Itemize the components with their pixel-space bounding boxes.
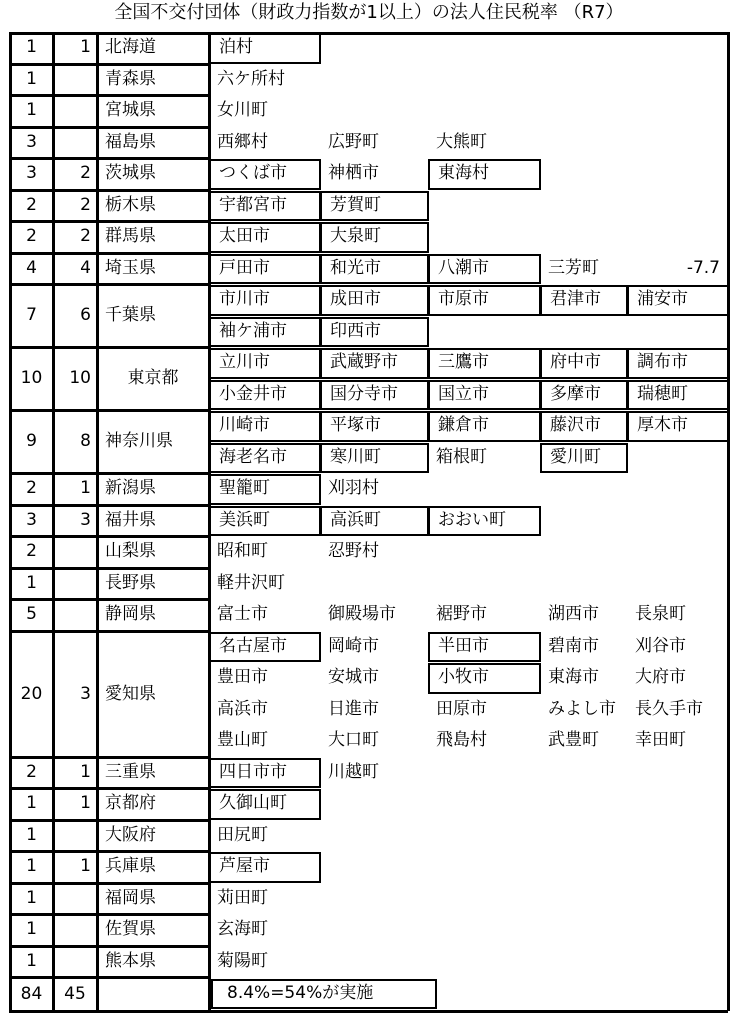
total-count: 20	[20, 683, 43, 704]
prefecture-name: 佐賀県	[105, 919, 156, 939]
municipality-name: 寒川町	[320, 443, 429, 474]
total-count: 10	[20, 368, 43, 388]
prefecture-name: 山梨県	[105, 541, 156, 561]
reduced-count: 2	[80, 226, 91, 246]
municipality-name: 高浜市	[217, 698, 268, 719]
reduced-count	[53, 914, 97, 946]
row-divider	[9, 882, 209, 885]
municipality-name: 武蔵野市	[320, 348, 429, 379]
table-border-right	[727, 32, 730, 1011]
reduced-total: 45	[64, 984, 86, 1004]
municipality-name: 湖西市	[548, 604, 599, 624]
reduced-count	[53, 883, 97, 915]
reduced-count	[53, 568, 97, 600]
municipality-name: 飛島村	[436, 730, 487, 750]
prefecture-name: 静岡県	[105, 604, 156, 624]
municipality-name: 大泉町	[320, 222, 429, 253]
municipality-name: 国立市	[428, 380, 541, 411]
column-divider	[96, 32, 99, 1011]
row-divider	[9, 756, 209, 759]
municipality-name: 大熊町	[436, 131, 487, 152]
prefecture-name: 千葉県	[105, 305, 156, 325]
row-divider	[9, 189, 209, 192]
municipality-name: 平塚市	[320, 411, 429, 442]
reduced-count: 8	[80, 431, 91, 451]
row-divider	[9, 472, 209, 475]
municipality-name: 広野町	[328, 131, 379, 152]
page-title: 全国不交付団体（財政力指数が1以上）の法人住民税率 （R7）	[114, 2, 624, 23]
reduced-count: 4	[80, 257, 91, 278]
row-divider	[9, 850, 209, 853]
municipality-name: 刈羽村	[328, 478, 379, 498]
row-divider	[9, 976, 209, 979]
prefecture-name: 兵庫県	[105, 856, 156, 876]
reduced-count	[53, 946, 97, 978]
prefecture-name: 新潟県	[105, 478, 156, 498]
total-count: 1	[26, 572, 37, 593]
total-count: 3	[26, 131, 37, 152]
municipality-name: 厚木市	[627, 411, 729, 442]
row-divider	[9, 787, 209, 790]
reduced-count: 1	[80, 37, 91, 57]
column-divider	[52, 32, 55, 1011]
row-divider	[9, 535, 209, 538]
prefecture-name: 群馬県	[105, 226, 156, 246]
municipality-name: 久御山町	[209, 789, 321, 820]
municipality-name: 忍野村	[328, 541, 379, 561]
municipality-name: 半田市	[428, 632, 541, 663]
prefecture-name: 福井県	[105, 509, 156, 530]
municipality-name: 大口町	[328, 730, 379, 750]
reduced-count: 10	[69, 368, 91, 388]
reduced-count: 1	[80, 478, 91, 498]
municipality-name: 袖ケ浦市	[209, 317, 321, 348]
municipality-name: 安城市	[328, 667, 379, 687]
municipality-name: 愛川町	[540, 443, 628, 474]
municipality-name: 名古屋市	[209, 632, 321, 663]
municipality-name: 豊山町	[217, 730, 268, 750]
total-count: 2	[26, 226, 37, 246]
table-border-top	[209, 32, 728, 35]
reduced-count: 3	[80, 683, 91, 704]
prefecture-name: 熊本県	[105, 950, 156, 971]
municipality-name: 刈谷市	[635, 635, 686, 656]
prefecture-name: 京都府	[105, 793, 156, 813]
total-count: 1	[26, 887, 37, 908]
total-count: 1	[26, 919, 37, 939]
row-divider	[9, 913, 209, 916]
total-count: 7	[26, 305, 37, 325]
row-divider	[9, 220, 209, 223]
municipality-name: 長泉町	[635, 604, 686, 624]
total-count: 1	[26, 68, 37, 89]
municipality-name: 碧南市	[548, 635, 599, 656]
row-divider	[9, 504, 209, 507]
rate-note: -7.7	[686, 257, 720, 278]
municipality-name: 藤沢市	[540, 411, 628, 442]
municipality-name: 宇都宮市	[209, 191, 321, 222]
total-count: 2	[26, 541, 37, 561]
municipality-name: 日進市	[328, 698, 379, 719]
municipality-name: 高浜町	[320, 506, 429, 537]
reduced-count: 6	[80, 305, 91, 325]
row-divider	[9, 598, 209, 601]
municipality-name: 神栖市	[328, 163, 379, 183]
prefecture-name: 神奈川県	[105, 431, 173, 451]
reduced-count: 1	[80, 793, 91, 813]
reduced-count	[53, 127, 97, 159]
municipality-name: 東海市	[548, 667, 599, 687]
municipality-name: 箱根町	[436, 446, 487, 467]
municipality-name: 印西市	[320, 317, 429, 348]
total-count: 1	[26, 100, 37, 120]
prefecture-name: 茨城県	[105, 163, 156, 183]
municipality-name: 豊田市	[217, 667, 268, 687]
municipality-name: 昭和町	[217, 541, 268, 561]
prefecture-name: 大阪府	[105, 824, 156, 845]
municipality-name: 川越町	[328, 761, 379, 782]
total-count: 2	[26, 761, 37, 782]
municipality-name: 田尻町	[217, 824, 268, 845]
row-divider	[9, 819, 209, 822]
row-divider	[9, 157, 209, 160]
table-border-left	[9, 32, 12, 1011]
total-count: 1	[26, 824, 37, 845]
prefecture-name: 福岡県	[105, 887, 156, 908]
municipality-name: 小牧市	[428, 663, 541, 694]
prefecture-name: 栃木県	[105, 194, 156, 215]
municipality-name: 三芳町	[548, 257, 599, 278]
municipality-name: 聖籠町	[209, 474, 321, 505]
row-divider	[9, 126, 209, 129]
municipality-name: 芦屋市	[209, 852, 321, 883]
reduced-count	[53, 95, 97, 127]
municipality-name: 調布市	[627, 348, 729, 379]
municipality-name: 長久手市	[635, 698, 703, 719]
municipality-name: 田原市	[436, 698, 487, 719]
grand-total: 84	[20, 984, 43, 1004]
municipality-name: 太田市	[209, 222, 321, 253]
municipality-name: 東海村	[428, 159, 541, 190]
municipality-name: 三鷹市	[428, 348, 541, 379]
municipality-name: 六ケ所村	[217, 68, 285, 89]
total-count: 2	[26, 194, 37, 215]
prefecture-name: 北海道	[105, 37, 156, 57]
reduced-count	[53, 64, 97, 96]
row-divider	[9, 94, 209, 97]
prefecture-name: 埼玉県	[105, 257, 156, 278]
municipality-name: 武豊町	[548, 730, 599, 750]
prefecture-name: 長野県	[105, 572, 156, 593]
table-border-top	[9, 32, 209, 35]
total-count: 3	[26, 509, 37, 530]
municipality-name: 裾野市	[436, 604, 487, 624]
municipality-name: 富士市	[217, 604, 268, 624]
prefecture-name: 東京都	[127, 368, 179, 388]
municipality-name: 軽井沢町	[217, 572, 285, 593]
municipality-name: 苅田町	[217, 887, 268, 908]
row-divider	[9, 630, 209, 633]
row-divider	[9, 567, 209, 570]
reduced-count	[53, 536, 97, 568]
prefecture-name: 福島県	[105, 131, 156, 152]
row-divider	[9, 346, 209, 349]
reduced-count: 1	[80, 856, 91, 876]
municipality-name: 岡崎市	[328, 635, 379, 656]
municipality-name: 川崎市	[209, 411, 321, 442]
column-divider	[208, 32, 211, 1011]
row-divider	[9, 283, 209, 286]
reduced-count	[53, 820, 97, 852]
row-divider	[9, 409, 209, 412]
municipality-name: みよし市	[548, 698, 616, 719]
reduced-count: 2	[80, 163, 91, 183]
total-count: 4	[26, 257, 37, 278]
prefecture-name: 宮城県	[105, 100, 156, 120]
prefecture-name: 青森県	[105, 68, 156, 89]
row-divider	[9, 252, 209, 255]
municipality-name: 四日市市	[209, 758, 321, 789]
municipality-name: 府中市	[540, 348, 628, 379]
municipality-name: つくば市	[209, 159, 321, 190]
prefecture-name: 三重県	[105, 761, 156, 782]
total-count: 1	[26, 37, 37, 57]
municipality-name: 海老名市	[209, 443, 321, 474]
municipality-name: 立川市	[209, 348, 321, 379]
municipality-name: 市原市	[428, 285, 541, 316]
municipality-name: 西郷村	[217, 131, 268, 152]
total-count: 1	[26, 950, 37, 971]
municipality-name: 女川町	[217, 100, 268, 120]
municipality-name: 和光市	[320, 254, 429, 285]
total-count: 1	[26, 793, 37, 813]
reduced-count: 3	[80, 509, 91, 530]
total-count: 5	[26, 604, 37, 624]
prefecture-name: 愛知県	[105, 683, 156, 704]
total-count: 2	[26, 478, 37, 498]
municipality-name: 君津市	[540, 285, 628, 316]
municipality-name: 玄海町	[217, 919, 268, 939]
municipality-name: おおい町	[428, 506, 541, 537]
municipality-name: 浦安市	[627, 285, 729, 316]
row-divider	[9, 945, 209, 948]
municipality-name: 大府市	[635, 667, 686, 687]
municipality-name: 市川市	[209, 285, 321, 316]
reduced-count	[53, 599, 97, 631]
reduced-count: 1	[80, 761, 91, 782]
row-divider	[9, 63, 209, 66]
table-border-bottom	[209, 1010, 728, 1013]
total-count: 3	[26, 163, 37, 183]
municipality-name: 成田市	[320, 285, 429, 316]
total-count: 9	[26, 431, 37, 451]
reduced-count: 2	[80, 194, 91, 215]
municipality-name: 多摩市	[540, 380, 628, 411]
municipality-name: 国分寺市	[320, 380, 429, 411]
summary-text: 8.4%=54%が実施	[211, 979, 437, 1009]
municipality-name: 幸田町	[635, 730, 686, 750]
municipality-name: 小金井市	[209, 380, 321, 411]
municipality-name: 八潮市	[428, 254, 541, 285]
municipality-name: 芳賀町	[320, 191, 429, 222]
municipality-name: 美浜町	[209, 506, 321, 537]
municipality-name: 菊陽町	[217, 950, 268, 971]
municipality-name: 泊村	[209, 33, 321, 64]
total-count: 1	[26, 856, 37, 876]
municipality-name: 戸田市	[209, 254, 321, 285]
municipality-name: 御殿場市	[328, 604, 396, 624]
municipality-name: 瑞穂町	[627, 380, 729, 411]
municipality-name: 鎌倉市	[428, 411, 541, 442]
